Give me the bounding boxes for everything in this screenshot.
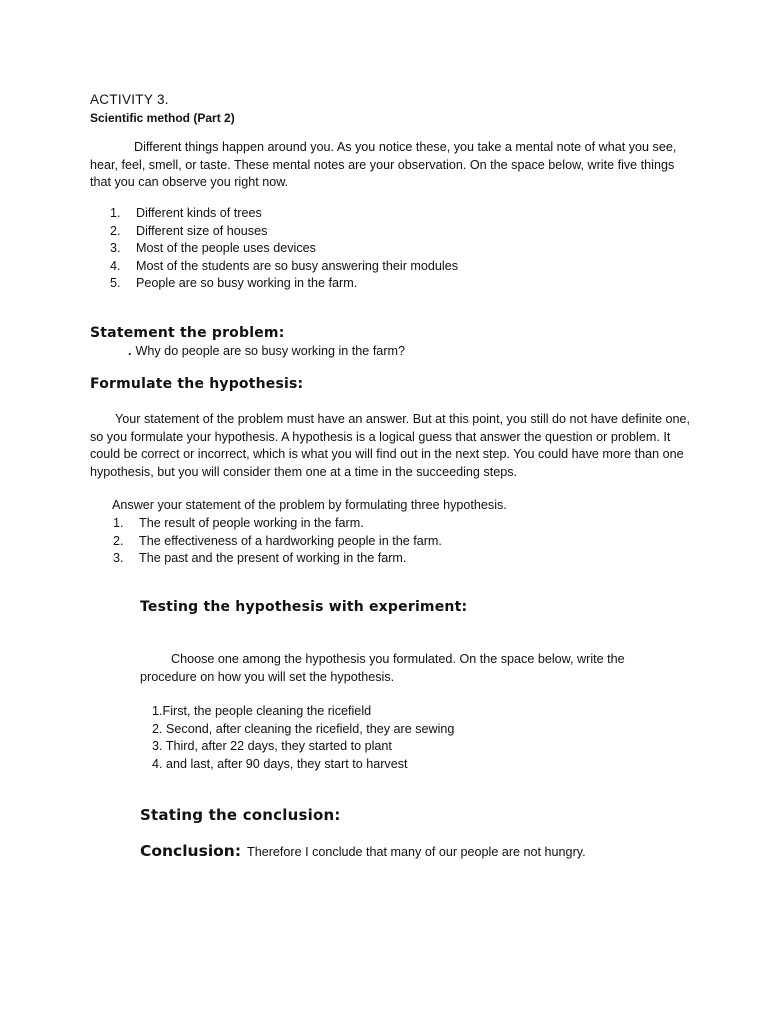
hypothesis-paragraph-text: Your statement of the problem must have an answer. But at this point, you still do not have definite one, so you formulate your hypothesis. A hypothesis is a logical guess that answer the question or problem. It could be correct or incorrect, which is what you will find out in the next step. You could have more than one hypothesis, but you will consider them one at a time in the succeeding steps. bbox=[90, 412, 690, 479]
hypothesis-list bbox=[113, 515, 442, 568]
conclusion-heading: Stating the conclusion: bbox=[140, 806, 341, 824]
hypothesis-heading: Formulate the hypothesis: bbox=[90, 376, 304, 392]
procedure-step: 3. Third, after 22 days, they started to plant bbox=[152, 739, 392, 753]
list-item-number: 1. bbox=[113, 516, 124, 530]
list-item-text: Most of the students are so busy answering their modules bbox=[136, 258, 459, 273]
list-item bbox=[110, 240, 458, 258]
list-item-text: The past and the present of working in the farm. bbox=[139, 551, 407, 565]
procedure-steps bbox=[152, 703, 454, 773]
testing-paragraph bbox=[140, 651, 660, 686]
observation-list bbox=[110, 205, 458, 293]
problem-statement-text: Why do people are so busy working in the farm? bbox=[135, 344, 406, 358]
list-item bbox=[110, 275, 458, 293]
conclusion-row bbox=[140, 842, 586, 861]
conclusion-text: Therefore I conclude that many of our people are not hungry. bbox=[247, 845, 586, 859]
list-item bbox=[113, 515, 442, 533]
list-item-text: The effectiveness of a hardworking people in the farm. bbox=[139, 533, 442, 548]
list-item bbox=[113, 550, 442, 568]
list-item-number: 2. bbox=[113, 533, 124, 548]
list-item bbox=[110, 223, 458, 241]
conclusion-label: Conclusion: bbox=[140, 842, 242, 860]
intro-paragraph-text: Different things happen around you. As you notice these, you take a mental note of what you see, hear, feel, smell, or taste. These mental notes are your observation. On the space below, write five things that you can observe you right now. bbox=[90, 140, 677, 189]
activity-subtitle: Scientific method (Part 2) bbox=[90, 111, 235, 125]
list-item-number: 1. bbox=[110, 206, 121, 220]
hypothesis-answer-intro: Answer your statement of the problem by formulating three hypothesis. bbox=[112, 498, 507, 512]
testing-paragraph-text: Choose one among the hypothesis you formulated. On the space below, write the procedure on how you will set the hypothesis. bbox=[140, 652, 625, 684]
procedure-step: 1.First, the people cleaning the ricefield bbox=[152, 704, 372, 718]
testing-heading: Testing the hypothesis with experiment: bbox=[140, 599, 468, 615]
list-item bbox=[113, 533, 442, 551]
list-item-text: Different kinds of trees bbox=[136, 206, 262, 220]
procedure-step: 2. Second, after cleaning the ricefield, they are sewing bbox=[152, 721, 455, 736]
activity-title: ACTIVITY 3. bbox=[90, 92, 169, 107]
procedure-step: 4. and last, after 90 days, they start to harvest bbox=[152, 756, 408, 771]
intro-paragraph bbox=[90, 139, 690, 192]
list-item-number: 3. bbox=[110, 241, 121, 255]
hypothesis-paragraph bbox=[90, 411, 690, 481]
list-item bbox=[110, 258, 458, 276]
list-item-text: Most of the people uses devices bbox=[136, 241, 316, 255]
list-item-number: 2. bbox=[110, 223, 121, 238]
list-item-number: 3. bbox=[113, 551, 124, 565]
list-item-text: People are so busy working in the farm. bbox=[136, 276, 358, 290]
list-item-number: 5. bbox=[110, 276, 121, 290]
list-item bbox=[110, 205, 458, 223]
list-item-text: Different size of houses bbox=[136, 223, 268, 238]
problem-heading: Statement the problem: bbox=[90, 325, 285, 341]
list-item-text: The result of people working in the farm. bbox=[139, 516, 364, 530]
problem-bullet: . bbox=[128, 344, 132, 358]
list-item-number: 4. bbox=[110, 258, 121, 273]
problem-statement bbox=[128, 344, 405, 358]
